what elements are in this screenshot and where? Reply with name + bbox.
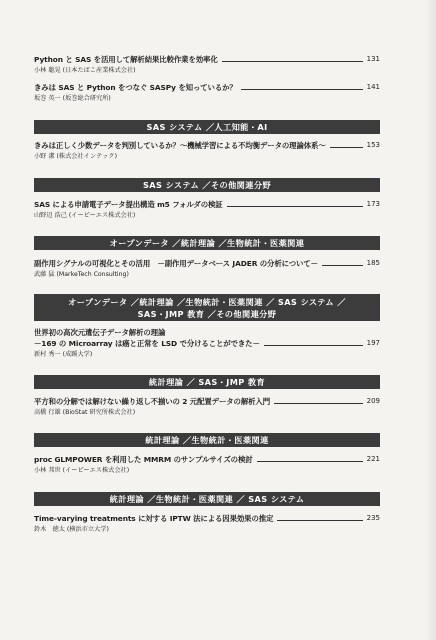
entry-page-number: 153 <box>366 141 380 149</box>
section-heading-text: 統計理論 ／生物統計・医薬関連 ／ SAS システム <box>109 493 305 504</box>
entry-author: 小野 潔 (株式会社インテック) <box>34 153 118 160</box>
entry-title: Python と SAS を活用して解析結果比較作業を効率化 <box>34 55 218 64</box>
toc-entry[interactable] <box>34 199 380 220</box>
toc-entry[interactable] <box>34 258 380 279</box>
entry-author: 武藤 猛 (MarkeTech Consulting) <box>34 271 129 278</box>
entry-page-number: 197 <box>366 339 380 347</box>
entry-page-number: 209 <box>366 397 380 405</box>
section-heading <box>34 178 380 192</box>
section-heading-text: オープンデータ ／統計理論 ／生物統計・医薬関連 <box>109 237 305 248</box>
entry-title: 副作用シグナルの可視化とその活用 －副作用データベース JADER の分析について－ <box>34 259 318 268</box>
entry-title: SAS による申請電子データ提出構造 m5 フォルダの検証 <box>34 200 223 209</box>
entry-author: 坂巻 英一 (坂巻総合研究所) <box>34 95 111 102</box>
dot-leader <box>264 345 363 346</box>
entry-title: 世界初の高次元遺伝子データ解析の理論 <box>34 328 166 337</box>
entry-author: 鈴木 徳太 (横浜市立大学) <box>34 526 109 533</box>
section-heading-text: SAS システム ／その他関連分野 <box>142 179 272 190</box>
dot-leader <box>257 461 363 462</box>
toc-entry[interactable] <box>34 454 380 475</box>
dot-leader <box>241 89 363 90</box>
section-heading <box>34 433 380 447</box>
section-heading-text: オープンデータ ／統計理論 ／生物統計・医薬関連 ／ SAS システム ／ <box>68 296 346 307</box>
toc-entry[interactable] <box>34 54 380 75</box>
entry-title: きみは正しく少数データを判別しているか？～機械学習による不均衡データの理論体系～ <box>34 141 326 150</box>
entry-page-number: 173 <box>366 200 380 208</box>
entry-page-number: 141 <box>366 83 380 91</box>
section-heading <box>34 492 380 506</box>
section-heading <box>34 375 380 389</box>
dot-leader <box>277 520 362 521</box>
entry-title: 平方和の分解では解けない繰り返し不揃いの 2 元配置データの解析入門 <box>34 397 271 406</box>
dot-leader <box>330 147 363 148</box>
entry-author: 高橋 行雄 (BioStat 研究所株式会社) <box>34 409 136 416</box>
toc-entry[interactable] <box>34 396 380 417</box>
section-heading-text: SAS システム ／人工知能・AI <box>146 121 268 132</box>
section-heading <box>34 294 380 321</box>
entry-page-number: 131 <box>366 55 380 63</box>
section-heading-text: 統計理論 ／ SAS・JMP 教育 <box>148 376 266 387</box>
entry-title: Time-varying treatments に対する IPTW 法による因果効果の推定 <box>34 514 274 523</box>
entry-subtitle: －169 の Microarray は癌と正常を LSD で分けることができた－ <box>34 339 260 348</box>
entry-author: 小林 聡晃 (日本たばこ産業株式会社) <box>34 67 136 74</box>
section-heading-text: 統計理論 ／生物統計・医薬関連 <box>145 434 269 445</box>
section-heading <box>34 120 380 134</box>
entry-page-number: 221 <box>366 455 380 463</box>
entry-title: きみは SAS と Python をつなぐ SASPy を知っているか？ <box>34 83 237 92</box>
entry-author: 小林 邦世 (イーピーエス株式会社) <box>34 467 130 474</box>
dot-leader <box>222 61 363 62</box>
toc-entry[interactable] <box>34 327 380 359</box>
dot-leader <box>227 206 363 207</box>
toc-entry[interactable] <box>34 82 380 103</box>
toc-entry[interactable] <box>34 140 380 161</box>
entry-author: 新村 秀一 (成蹊大学) <box>34 351 93 358</box>
scan-edge-shadow <box>426 0 436 640</box>
entry-author: 山野辺 浩己 (イーピーエス株式会社) <box>34 212 136 219</box>
entry-page-number: 185 <box>366 259 380 267</box>
section-heading <box>34 236 380 250</box>
section-heading-text: SAS・JMP 教育 ／その他関連分野 <box>137 308 277 319</box>
entry-page-number: 235 <box>366 514 380 522</box>
entry-title: proc GLMPOWER を利用した MMRM のサンプルサイズの検討 <box>34 455 253 464</box>
toc-entry[interactable] <box>34 513 380 534</box>
dot-leader <box>274 403 363 404</box>
dot-leader <box>322 265 363 266</box>
